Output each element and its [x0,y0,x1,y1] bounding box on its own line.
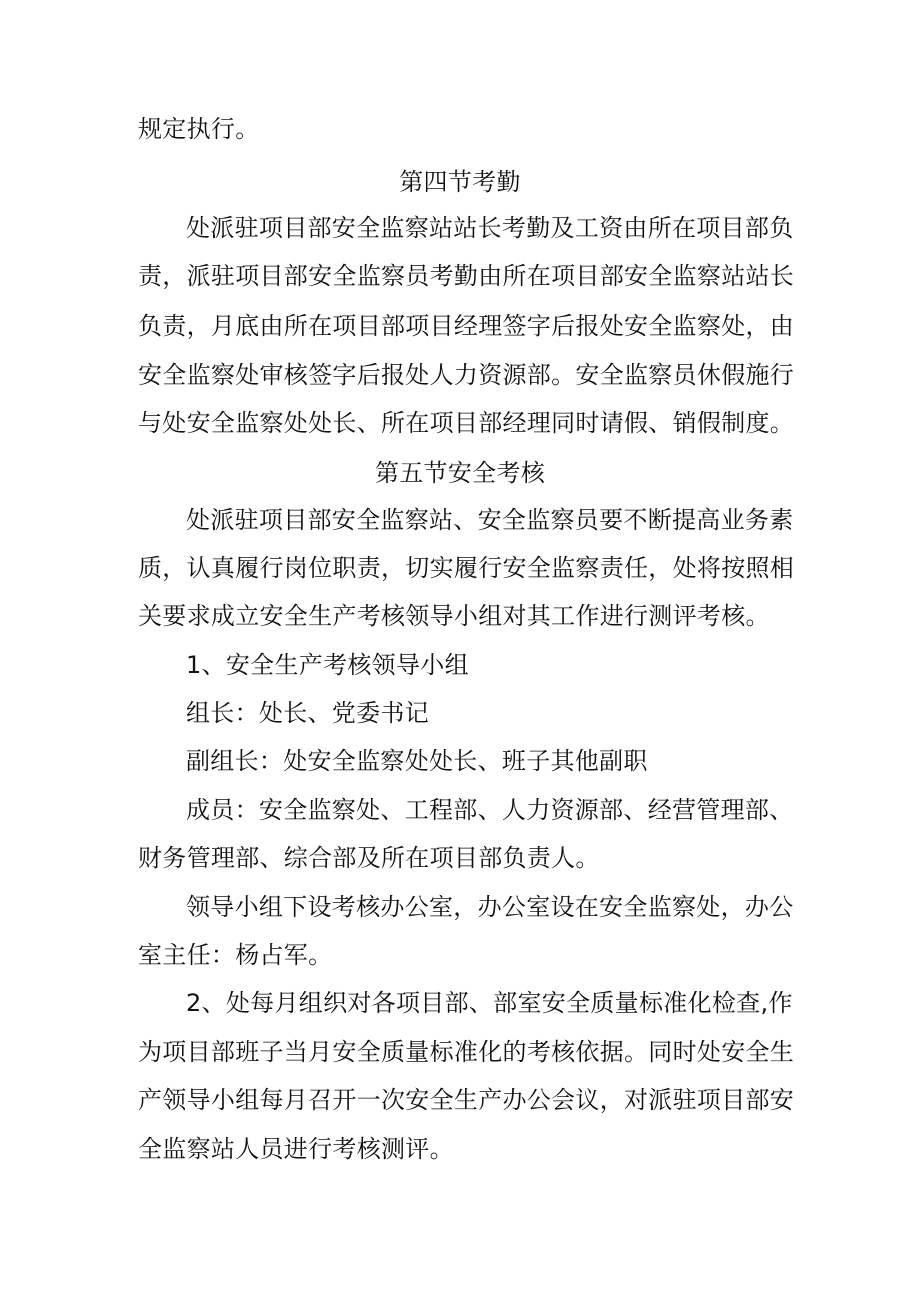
paragraph-assessment-line: 关要求成立安全生产考核领导小组对其工作进行测评考核。 [138,602,770,630]
continuation-line: 规定执行。 [138,115,260,143]
paragraph-attendance-line: 与处安全监察处处长、所在项目部经理同时请假、销假制度。 [138,409,795,437]
paragraph-attendance-line: 负责，月底由所在项目部项目经理签字后报处安全监察处，由 [138,312,795,340]
paragraph-attendance-line: 处派驻项目部安全监察站站长考勤及工资由所在项目部负 [186,214,794,242]
paragraph-attendance-line: 安全监察处审核签字后报处人力资源部。安全监察员休假施行 [138,361,795,389]
list-item-2-line: 全监察站人员进行考核测评。 [138,1135,454,1163]
section-heading-safety-assessment: 第五节安全考核 [374,459,546,487]
office-paragraph-line: 领导小组下设考核办公室，办公室设在安全监察处，办公 [186,893,794,921]
members-line: 成员：安全监察处、工程部、人力资源部、经营管理部、 [186,796,794,824]
paragraph-assessment-line: 处派驻项目部安全监察站、安全监察员要不断提高业务素 [186,506,794,534]
office-paragraph-line: 室主任：杨占军。 [138,941,333,969]
list-item-2-line: 2、处每月组织对各项目部、部室安全质量标准化检查,作 [186,989,793,1017]
list-item-2-line: 产领导小组每月召开一次安全生产办公会议，对派驻项目部安 [138,1086,795,1114]
paragraph-attendance-line: 责，派驻项目部安全监察员考勤由所在项目部安全监察站站长 [138,262,795,290]
group-leader-line: 组长：处长、党委书记 [186,699,429,727]
list-item-2-line: 为项目部班子当月安全质量标准化的考核依据。同时处安全生 [138,1038,795,1066]
deputy-leader-line: 副组长：处安全监察处处长、班子其他副职 [186,747,648,775]
members-line-continued: 财务管理部、综合部及所在项目部负责人。 [138,844,600,872]
list-item-heading: 1、安全生产考核领导小组 [186,651,469,679]
section-heading-attendance: 第四节考勤 [399,168,521,196]
paragraph-assessment-line: 质，认真履行岗位职责，切实履行安全监察责任，处将按照相 [138,554,795,582]
